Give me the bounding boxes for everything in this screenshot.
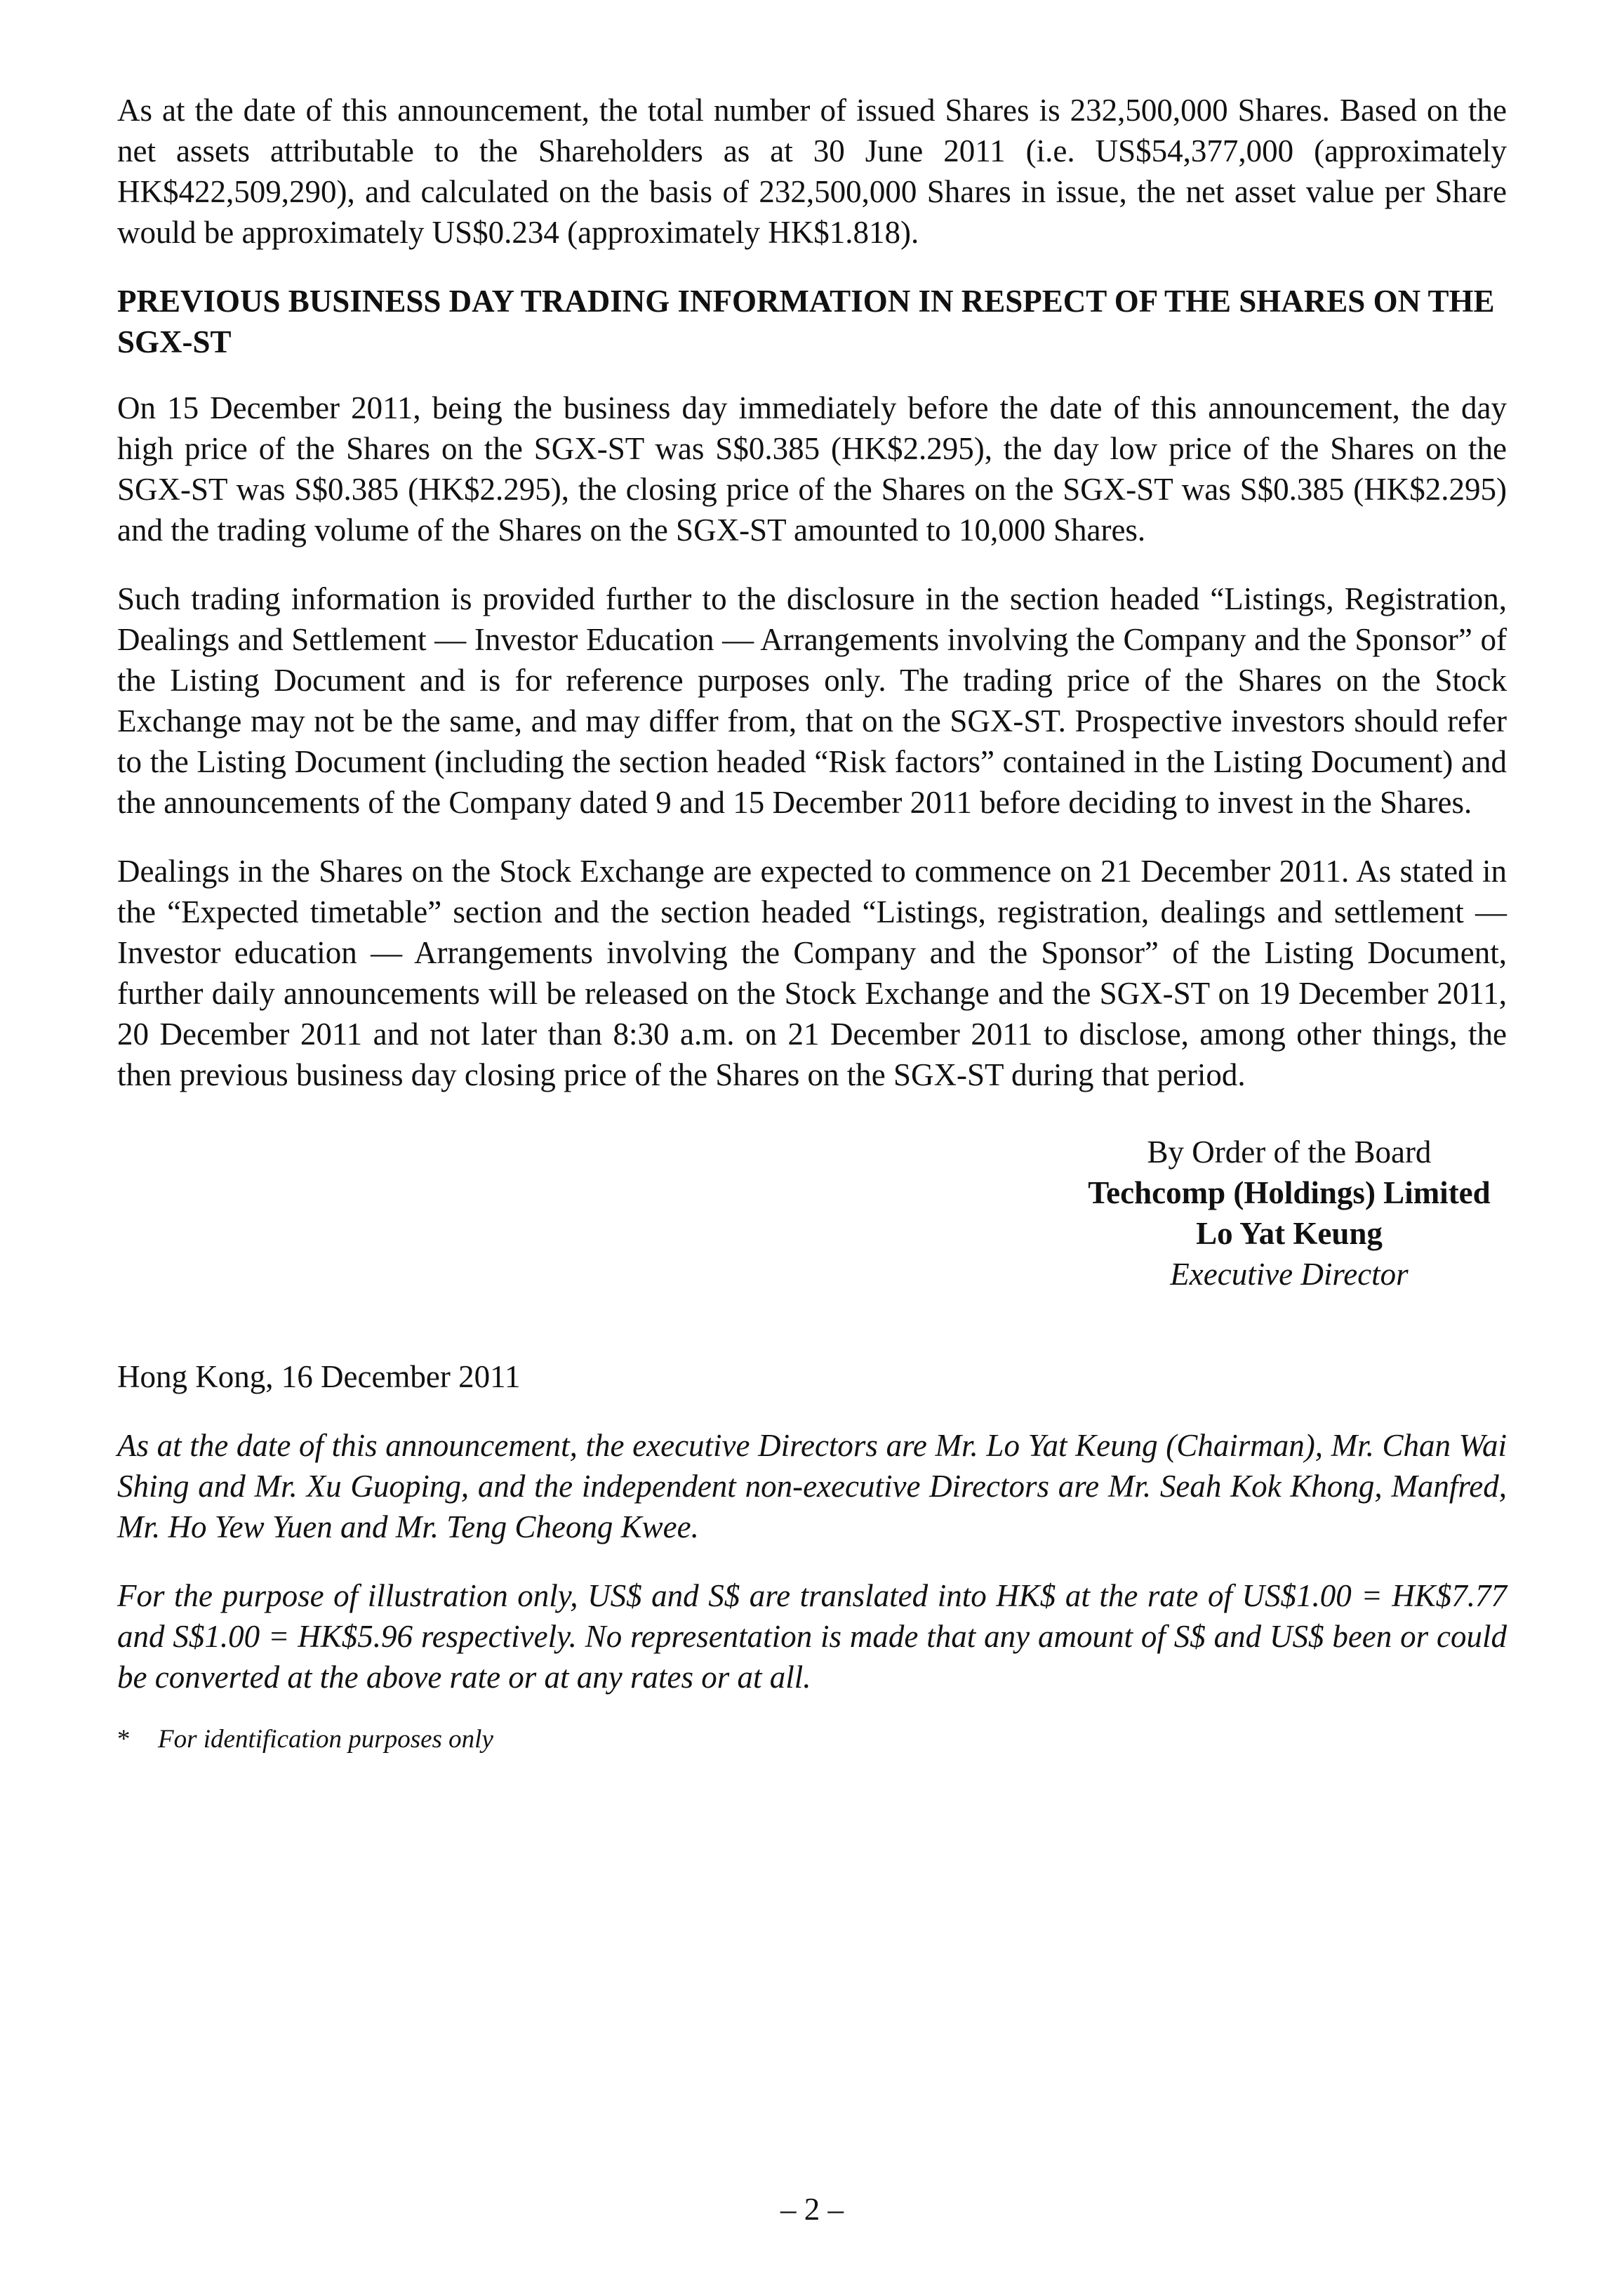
footnote-marker: * xyxy=(117,1725,131,1754)
footnote xyxy=(117,1723,1507,1756)
dealings-paragraph: Dealings in the Shares on the Stock Exchange are expected to commence on 21 December 2011. As stated in the “Expected timetable” section and the section headed “Listings, registration, dealings and settlement — Investor education — Arrangements involving the Company and the Sponsor” of the Listing Document, further daily announcements will be released on the Stock Exchange and the SGX-ST on 19 December 2011, 20 December 2011 and not later than 8:30 a.m. on 21 December 2011 to disclose, among other things, the then previous business day closing price of the Shares on the SGX-ST during that period. xyxy=(117,854,1507,1092)
share-info-paragraph: As at the date of this announcement, the total number of issued Shares is 232,500,000 Shares. Based on the net assets attributable to the Shareholders as at 30 June 2011 (i.e. US$54,377,000 (approximately HK$422,509,290), and calculated on the basis of 232,500,000 Shares in issue, the net asset value per Share would be approximately US$0.234 (approximately HK$1.818). xyxy=(117,93,1507,250)
page-number: – 2 – xyxy=(780,2192,844,2227)
directors-note: As at the date of this announcement, the executive Directors are Mr. Lo Yat Keung (Chairman), Mr. Chan Wai Shing and Mr. Xu Guoping, and the independent non-executive Directors are Mr. Seah Kok Khong, Manfred, Mr. Ho Yew Yuen and Mr. Teng Cheong Kwee. xyxy=(117,1428,1507,1544)
footnote-text: For identification purposes only xyxy=(158,1725,493,1754)
signature-company: Techcomp (Holdings) Limited xyxy=(1088,1175,1491,1210)
document-body xyxy=(117,90,1507,1756)
section-heading: PREVIOUS BUSINESS DAY TRADING INFORMATION IN RESPECT OF THE SHARES ON THE SGX-ST xyxy=(117,284,1495,359)
signature-name: Lo Yat Keung xyxy=(1196,1216,1383,1251)
signature-title: Executive Director xyxy=(1170,1257,1409,1292)
exchange-rate-note: For the purpose of illustration only, US$ and S$ are translated into HK$ at the rate of US$1.00 = HK$7.77 and S$1.00 = HK$5.96 respectively. No representation is made that any amount of S$ and US$ been or could be converted at the above rate or at any rates or at all. xyxy=(117,1578,1507,1695)
place-date: Hong Kong, 16 December 2011 xyxy=(117,1359,521,1394)
signature-block xyxy=(1072,1132,1507,1295)
trading-info-paragraph: On 15 December 2011, being the business day immediately before the date of this announcement, the day high price of the Shares on the SGX-ST was S$0.385 (HK$2.295), the day low price of the Shares on the SGX-ST was S$0.385 (HK$2.295), the closing price of the Shares on the SGX-ST was S$0.385 (HK$2.295) and the trading volume of the Shares on the SGX-ST amounted to 10,000 Shares. xyxy=(117,390,1507,548)
disclosure-paragraph: Such trading information is provided further to the disclosure in the section headed “Listings, Registration, Dealings and Settlement — Investor Education — Arrangements involving the Company and the Sponsor” of the Listing Document and is for reference purposes only. The trading price of the Shares on the Stock Exchange may not be the same, and may differ from, that on the SGX-ST. Prospective investors should refer to the Listing Document (including the section headed “Risk factors” contained in the Listing Document) and the announcements of the Company dated 9 and 15 December 2011 before deciding to invest in the Shares. xyxy=(117,581,1507,820)
signature-order-line: By Order of the Board xyxy=(1147,1134,1432,1170)
